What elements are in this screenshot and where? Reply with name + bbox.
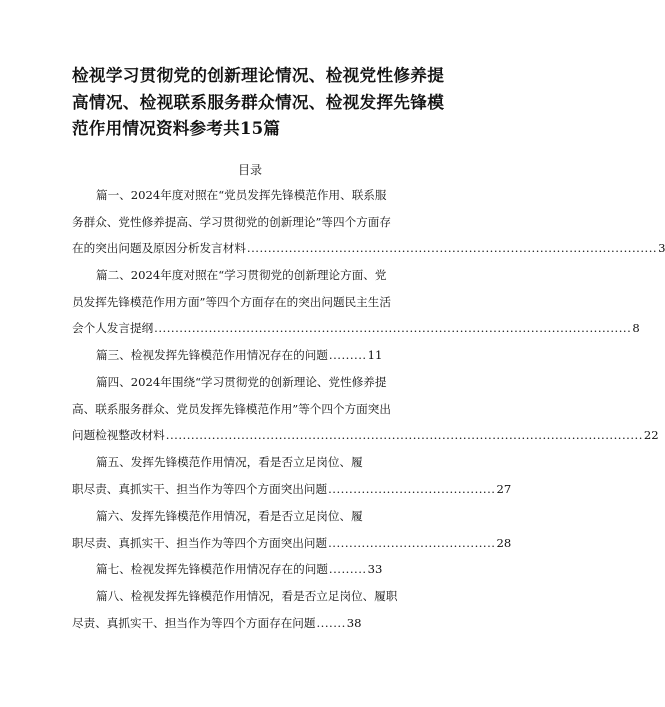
toc-entry-line: 篇五、发挥先锋模范作用情况，看是否立足岗位、履 xyxy=(96,455,363,469)
toc-entry[interactable] xyxy=(72,556,432,583)
page-number: 3 xyxy=(658,241,665,255)
document-title: 检视学习贯彻党的创新理论情况、检视党性修养提高情况、检视联系服务群众情况、检视发挥先锋模范作用情况资料参考共15篇 xyxy=(72,65,444,138)
toc-entry[interactable] xyxy=(72,182,665,262)
dot-leader: .................................................................................................................. xyxy=(165,428,643,442)
toc-entry[interactable] xyxy=(72,369,659,449)
toc-entry-line: 职尽责、真抓实干、担当作为等四个方面突出问题 xyxy=(72,481,328,496)
page-number: 8 xyxy=(632,321,640,335)
toc-entry-line: 在的突出问题及原因分析发言材料 xyxy=(72,241,246,255)
toc-entry-line: 员发挥先锋模范作用方面”等四个方面存在的突出问题民主生活 xyxy=(72,294,391,309)
dot-leader: ........................................ xyxy=(328,535,496,550)
dot-leader: ....... xyxy=(316,615,346,630)
toc-entry-line: 务群众、党性修养提高、学习贯彻党的创新理论”等四个方面存 xyxy=(72,214,391,229)
toc-entry-line: 篇四、2024年围绕“学习贯彻党的创新理论、党性修养提 xyxy=(96,375,387,389)
page-number: 38 xyxy=(346,615,362,630)
page-number: 22 xyxy=(643,428,659,442)
toc-entry[interactable] xyxy=(72,503,512,556)
dot-leader: ......... xyxy=(328,348,367,362)
dot-leader: ........................................ xyxy=(328,481,496,496)
page-number: 28 xyxy=(496,535,512,550)
dot-leader: .................................................................................................................. xyxy=(154,321,632,335)
toc-entry-line: 会个人发言提纲 xyxy=(72,321,154,335)
toc-entry-line: 尽责、真抓实干、担当作为等四个方面存在问题 xyxy=(72,615,316,630)
toc-entry-line: 篇三、检视发挥先锋模范作用情况存在的问题 xyxy=(96,348,328,362)
page-number: 11 xyxy=(367,348,383,362)
toc-entry-line: 篇八、检视发挥先锋模范作用情况，看是否立足岗位、履职 xyxy=(96,589,398,603)
toc-entry-line: 问题检视整改材料 xyxy=(72,428,165,442)
toc-entry-line: 职尽责、真抓实干、担当作为等四个方面突出问题 xyxy=(72,535,328,550)
toc-entry-line: 篇六、发挥先锋模范作用情况，看是否立足岗位、履 xyxy=(96,509,363,523)
toc-entry-line: 篇二、2024年度对照在“学习贯彻党的创新理论方面、党 xyxy=(96,268,387,282)
dot-leader: ......... xyxy=(328,562,367,576)
page-number: 27 xyxy=(496,481,512,496)
toc-entry-line: 篇七、检视发挥先锋模范作用情况存在的问题 xyxy=(96,562,328,576)
toc-entry[interactable] xyxy=(72,449,512,502)
toc-heading: 目录 xyxy=(237,163,262,177)
toc-entry[interactable] xyxy=(72,342,432,369)
page-number: 33 xyxy=(367,562,383,576)
toc-entry-line: 高、联系服务群众、党员发挥先锋模范作用”等个四个方面突出 xyxy=(72,401,391,416)
toc-entry[interactable] xyxy=(72,583,432,636)
toc-entry-line: 篇一、2024年度对照在“党员发挥先锋模范作用、联系服 xyxy=(96,188,387,202)
toc-entry[interactable] xyxy=(72,262,640,342)
dot-leader: .................................................................................................. xyxy=(246,241,658,255)
